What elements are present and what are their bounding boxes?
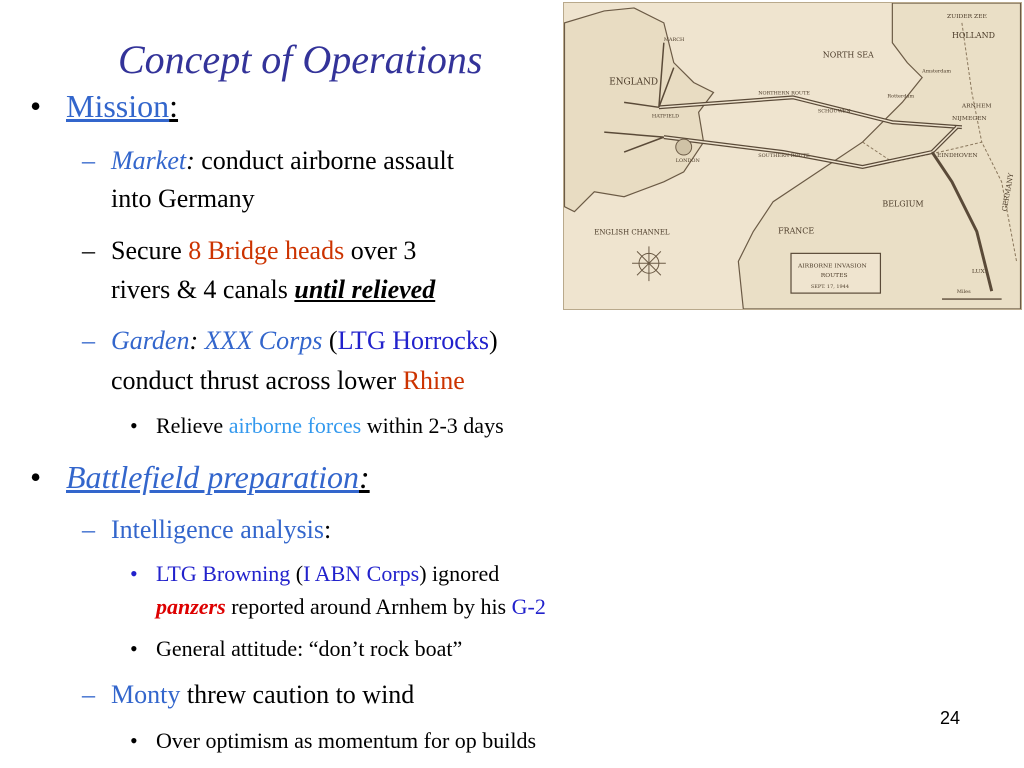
bullet-browning-line1 — [156, 561, 499, 587]
market-text-cont: into Germany — [111, 184, 255, 213]
garden-text: conduct thrust across lower — [111, 366, 403, 395]
map-label-germany: GERMANY — [1000, 172, 1016, 212]
sub-bullet-marker: • — [130, 413, 138, 438]
map-label-lux: LUX. — [971, 268, 987, 276]
map-label-march: MARCH — [663, 36, 685, 43]
secure-text-c: rivers & 4 canals — [111, 275, 295, 304]
page-number: 24 — [940, 708, 961, 728]
garden-paren-close: ) — [488, 326, 498, 355]
dash-marker: – — [82, 680, 95, 709]
bullet-garden-line1 — [111, 326, 498, 356]
bullet-market-line1 — [111, 146, 454, 176]
slide-title: Concept of Operations — [118, 37, 483, 82]
bullet-secure-line1 — [111, 236, 416, 266]
horrocks-text: LTG Horrocks — [337, 326, 489, 355]
bullet-browning-line2 — [156, 594, 546, 620]
monty-text: Monty — [111, 680, 181, 709]
mission-colon: : — [169, 88, 179, 124]
map-label-miles: Miles — [956, 289, 971, 296]
dash-marker: – — [82, 146, 95, 175]
i-abn-corps-text: I ABN Corps — [303, 561, 420, 586]
bullet-marker: • — [30, 459, 42, 495]
map-label-southern-route: SOUTHERN ROUTE — [758, 152, 810, 159]
bullet-garden-line2 — [111, 366, 465, 396]
monty-caution-text: threw caution to wind — [180, 680, 415, 709]
bullet-battlefield — [66, 459, 370, 496]
bullet-mission — [66, 88, 178, 125]
intel-label: Intelligence analysis — [111, 515, 324, 544]
bridge-heads-text: 8 Bridge heads — [188, 236, 345, 265]
xxx-corps-text: XXX Corps — [198, 326, 323, 355]
relieve-text-b: within 2-3 days — [361, 413, 504, 438]
g2-text: G-2 — [511, 594, 546, 619]
garden-paren-open: ( — [322, 326, 338, 355]
secure-text-b: over 3 — [344, 236, 417, 265]
optimism-text: Over optimism as momentum for op builds — [156, 728, 537, 753]
mission-link[interactable]: Mission — [66, 88, 170, 124]
bullet-relieve — [156, 413, 504, 439]
rhine-text: Rhine — [402, 366, 465, 395]
bullet-attitude — [156, 636, 462, 662]
dash-marker: – — [82, 326, 95, 355]
dash-marker: – — [82, 236, 95, 265]
attitude-text: General attitude: “don’t rock boat” — [156, 636, 463, 661]
map-label-nijmegen: NIJMEGEN — [951, 115, 987, 123]
map-legend-date: SEPT. 17, 1944 — [810, 284, 850, 291]
map-label-zuider-zee: ZUIDER ZEE — [946, 12, 987, 20]
sub-bullet-marker: • — [130, 728, 138, 753]
browning-text-b: reported around Arnhem by his — [225, 594, 512, 619]
map-label-eindhoven: EINDHOVEN — [937, 151, 978, 159]
bullet-secure-line2 — [111, 275, 435, 305]
market-text: conduct airborne assault — [194, 146, 454, 175]
map-label-amsterdam: Amsterdam — [922, 68, 952, 75]
secure-text: Secure — [111, 236, 189, 265]
sub-bullet-marker: • — [130, 561, 138, 586]
map-label-schouwen: SCHOUWEN — [817, 108, 851, 115]
bullet-intel — [111, 515, 331, 545]
map-legend-title-1: AIRBORNE INVASION — [797, 262, 867, 270]
map-label-france: FRANCE — [778, 226, 815, 236]
relieve-text: Relieve — [156, 413, 229, 438]
bullet-optimism — [156, 728, 536, 754]
garden-label: Garden — [111, 326, 190, 355]
bullet-monty — [111, 680, 414, 710]
map-legend-title-2: ROUTES — [820, 272, 848, 280]
garden-colon: : — [189, 326, 199, 355]
panzers-text: panzers — [156, 594, 226, 619]
map-label-north-sea: NORTH SEA — [822, 50, 874, 60]
sub-bullet-marker: • — [130, 636, 138, 661]
map-label-belgium: BELGIUM — [882, 199, 924, 209]
map-label-northern-route: NORTHERN ROUTE — [758, 90, 811, 97]
bullet-market-line2 — [111, 184, 255, 214]
battlefield-link[interactable]: Battlefield preparation — [66, 459, 359, 495]
map-label-hatfield: HATFIELD — [651, 113, 680, 120]
intel-colon: : — [323, 515, 332, 544]
browning-text-a: ) ignored — [419, 561, 500, 586]
market-colon: : — [186, 146, 195, 175]
map-label-rotterdam: Rotterdam — [887, 93, 915, 100]
map-label-arnhem: ARNHEM — [961, 102, 992, 110]
map-label-england: ENGLAND — [609, 77, 659, 88]
map-label-english-channel: ENGLISH CHANNEL — [594, 228, 670, 237]
map-label-holland: HOLLAND — [951, 30, 995, 40]
map-label-london: LONDON — [675, 157, 700, 164]
airborne-forces-text: airborne forces — [228, 413, 362, 438]
browning-paren-open: ( — [290, 561, 304, 586]
battlefield-colon: : — [359, 459, 370, 495]
browning-text: LTG Browning — [156, 561, 291, 586]
bullet-marker: • — [30, 88, 42, 124]
dash-marker: – — [82, 515, 95, 544]
until-relieved-text: until relieved — [294, 275, 436, 304]
market-label: Market — [111, 146, 187, 175]
